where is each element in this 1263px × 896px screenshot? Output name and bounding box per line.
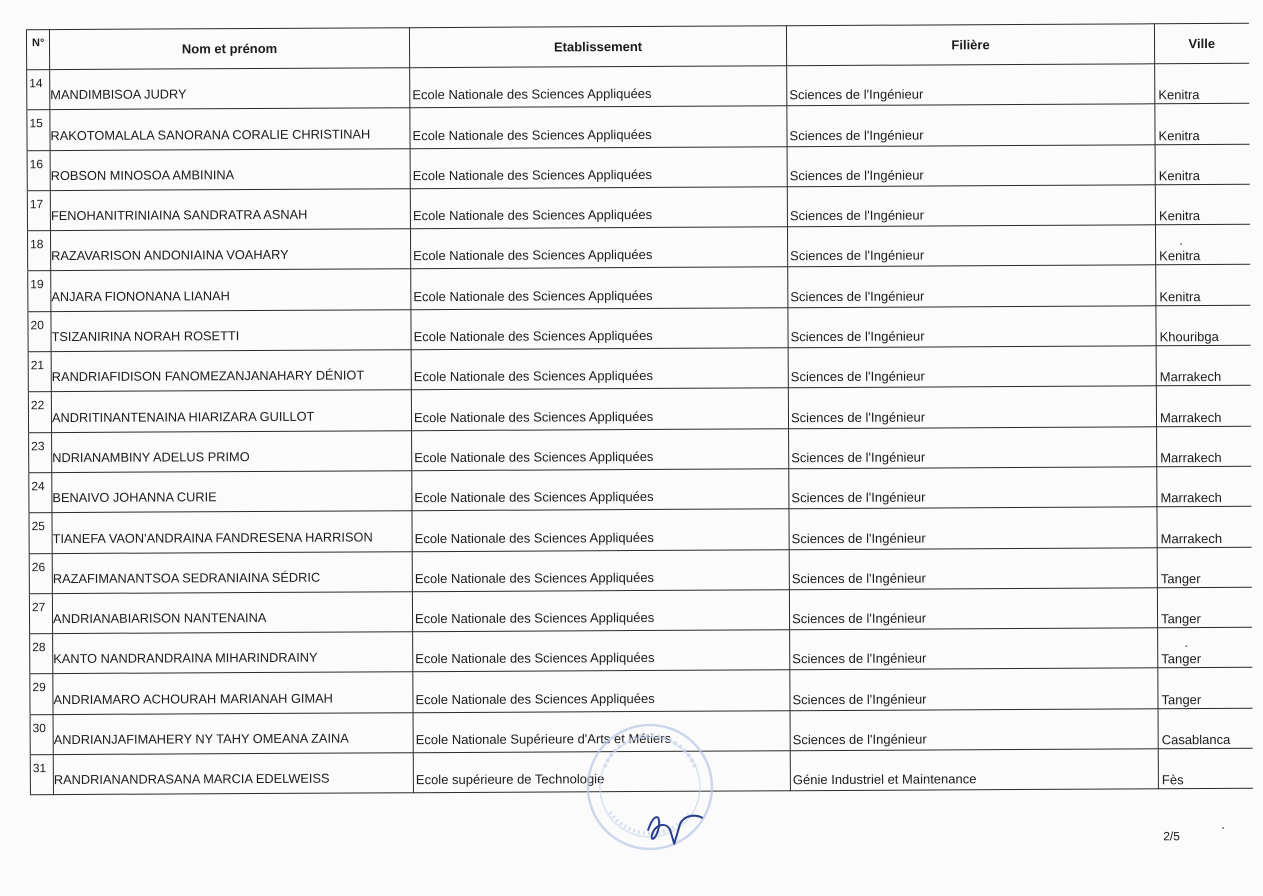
page-number: 2/5 [1163,829,1180,844]
establishment: Ecole Nationale des Sciences Appliquées [412,590,789,632]
establishment: Ecole Nationale Supérieure d'Arts et Métiers [413,710,790,752]
student-name: ANDRIANABIARISON NANTENAINA [52,592,412,634]
field-of-study: Sciences de l'Ingénieur [789,507,1157,549]
field-of-study: Sciences de l'Ingénieur [790,668,1158,710]
student-name: MANDIMBISOA JUDRY [50,68,410,110]
table-row [27,144,1249,191]
row-number: 27 [29,593,52,633]
row-number: 26 [29,553,52,593]
field-of-study: Sciences de l'Ingénieur [787,104,1155,146]
student-name: ROBSON MINOSOA AMBININA [50,148,410,190]
city: Marrakech [1156,345,1250,386]
city: Kenitra [1155,184,1249,225]
table-row [29,507,1251,554]
row-number: 18 [28,231,51,271]
table-row [30,668,1252,715]
table-row [29,466,1251,513]
city: Marrakech [1157,426,1251,467]
city: Tanger [1158,668,1252,709]
table-row [27,104,1249,151]
header-number: N° [26,30,49,70]
establishment: Ecole Nationale des Sciences Appliquées [412,509,789,551]
city: Marrakech [1156,386,1250,427]
table-row [28,224,1250,271]
field-of-study: Sciences de l'Ingénieur [790,709,1158,751]
ink-speck [1185,645,1187,647]
student-name: RAZAVARISON ANDONIAINA VOAHARY [51,229,411,271]
field-of-study: Sciences de l'Ingénieur [788,265,1156,307]
table-row [28,305,1250,352]
student-name: ANDRIAMARO ACHOURAH MARIANAH GIMAH [53,672,413,714]
field-of-study: Sciences de l'Ingénieur [788,386,1156,428]
establishment: Ecole Nationale des Sciences Appliquées [410,146,787,188]
table-row [29,587,1251,634]
city: Kenitra [1155,104,1249,145]
table-header-row [26,23,1248,69]
field-of-study: Sciences de l'Ingénieur [789,588,1157,630]
city: Kenitra [1155,224,1249,265]
student-name: KANTO NANDRANDRAINA MIHARINDRAINY [53,632,413,674]
header-establishment: Etablissement [409,26,786,68]
field-of-study: Sciences de l'Ingénieur [788,346,1156,388]
row-number: 24 [29,473,52,513]
student-name: ANDRITINANTENAINA HIARIZARA GUILLOT [51,390,411,432]
row-number: 31 [30,755,53,795]
row-number: 19 [28,271,51,311]
table-row [28,386,1250,433]
city: Marrakech [1157,507,1251,548]
field-of-study: Sciences de l'Ingénieur [788,306,1156,348]
row-number: 30 [30,714,53,754]
student-name: NDRIANAMBINY ADELUS PRIMO [52,430,412,472]
row-number: 17 [27,190,50,230]
establishment: Ecole Nationale des Sciences Appliquées [411,308,788,350]
field-of-study: Sciences de l'Ingénieur [789,547,1157,589]
table-row [28,345,1250,392]
table-row [29,426,1251,473]
row-number: 22 [28,392,51,432]
ink-speck [1180,243,1182,245]
row-number: 25 [29,513,52,553]
row-number: 20 [28,311,51,351]
field-of-study: Sciences de l'Ingénieur [789,467,1157,509]
establishment: Ecole Nationale des Sciences Appliquées [413,630,790,672]
header-city: Ville [1154,23,1248,63]
city: Kenitra [1155,144,1249,185]
establishment: Ecole Nationale des Sciences Appliquées [412,469,789,511]
student-name: FENOHANITRINIAINA SANDRATRA ASNAH [50,189,410,231]
student-name: ANJARA FIONONANA LIANAH [51,269,411,311]
establishment: Ecole Nationale des Sciences Appliquées [410,106,787,148]
table-row [27,63,1249,110]
city: Khouribga [1156,305,1250,346]
establishment: Ecole Nationale des Sciences Appliquées [411,348,788,390]
table-row [29,547,1251,594]
city: Tanger [1157,587,1251,628]
row-number: 21 [28,352,51,392]
header-name: Nom et prénom [49,28,409,70]
student-name: RANDRIAFIDISON FANOMEZANJANAHARY DÉNIOT [51,350,411,392]
establishment: Ecole Nationale des Sciences Appliquées [411,267,788,309]
establishment: Ecole Nationale des Sciences Appliquées [411,388,788,430]
row-number: 15 [27,110,50,150]
row-number: 16 [27,150,50,190]
city: Tanger [1158,627,1252,668]
establishment: Ecole Nationale des Sciences Appliquées [412,549,789,591]
row-number: 14 [27,70,50,110]
establishment: Ecole Nationale des Sciences Appliquées [410,227,787,269]
handwritten-signature [640,800,710,852]
ink-speck [1222,827,1224,829]
table-row [30,627,1252,674]
city: Kenitra [1156,265,1250,306]
field-of-study: Sciences de l'Ingénieur [787,185,1155,227]
row-number: 29 [30,674,53,714]
field-of-study: Sciences de l'Ingénieur [787,144,1155,186]
city: Casablanca [1158,708,1252,749]
field-of-study: Sciences de l'Ingénieur [787,64,1155,106]
student-name: BENAIVO JOHANNA CURIE [52,471,412,513]
table-row [27,184,1249,231]
city: Kenitra [1155,63,1249,104]
city: Fès [1158,748,1252,789]
city: Tanger [1157,547,1251,588]
establishment: Ecole Nationale des Sciences Appliquées [410,66,787,108]
establishment: Ecole Nationale des Sciences Appliquées [412,428,789,470]
field-of-study: Sciences de l'Ingénieur [789,426,1157,468]
field-of-study: Sciences de l'Ingénieur [787,225,1155,267]
row-number: 23 [29,432,52,472]
header-field: Filière [786,24,1154,66]
student-name: TSIZANIRINA NORAH ROSETTI [51,309,411,351]
establishment: Ecole supérieure de Technologie [413,751,790,793]
row-number: 28 [30,634,53,674]
city: Marrakech [1157,466,1251,507]
student-name: RAZAFIMANANTSOA SEDRANIAINA SÉDRIC [52,551,412,593]
field-of-study: Génie Industriel et Maintenance [790,749,1158,791]
student-name: RAKOTOMALALA SANORANA CORALIE CHRISTINAH [50,108,410,150]
table-row [28,265,1250,312]
field-of-study: Sciences de l'Ingénieur [790,628,1158,670]
student-name: ANDRIANJAFIMAHERY NY TAHY OMEANA ZAINA [53,712,413,754]
students-table [26,23,1252,796]
establishment: Ecole Nationale des Sciences Appliquées [413,670,790,712]
student-name: RANDRIANANDRASANA MARCIA EDELWEISS [53,753,413,795]
student-name: TIANEFA VAON'ANDRAINA FANDRESENA HARRISON [52,511,412,553]
establishment: Ecole Nationale des Sciences Appliquées [410,187,787,229]
